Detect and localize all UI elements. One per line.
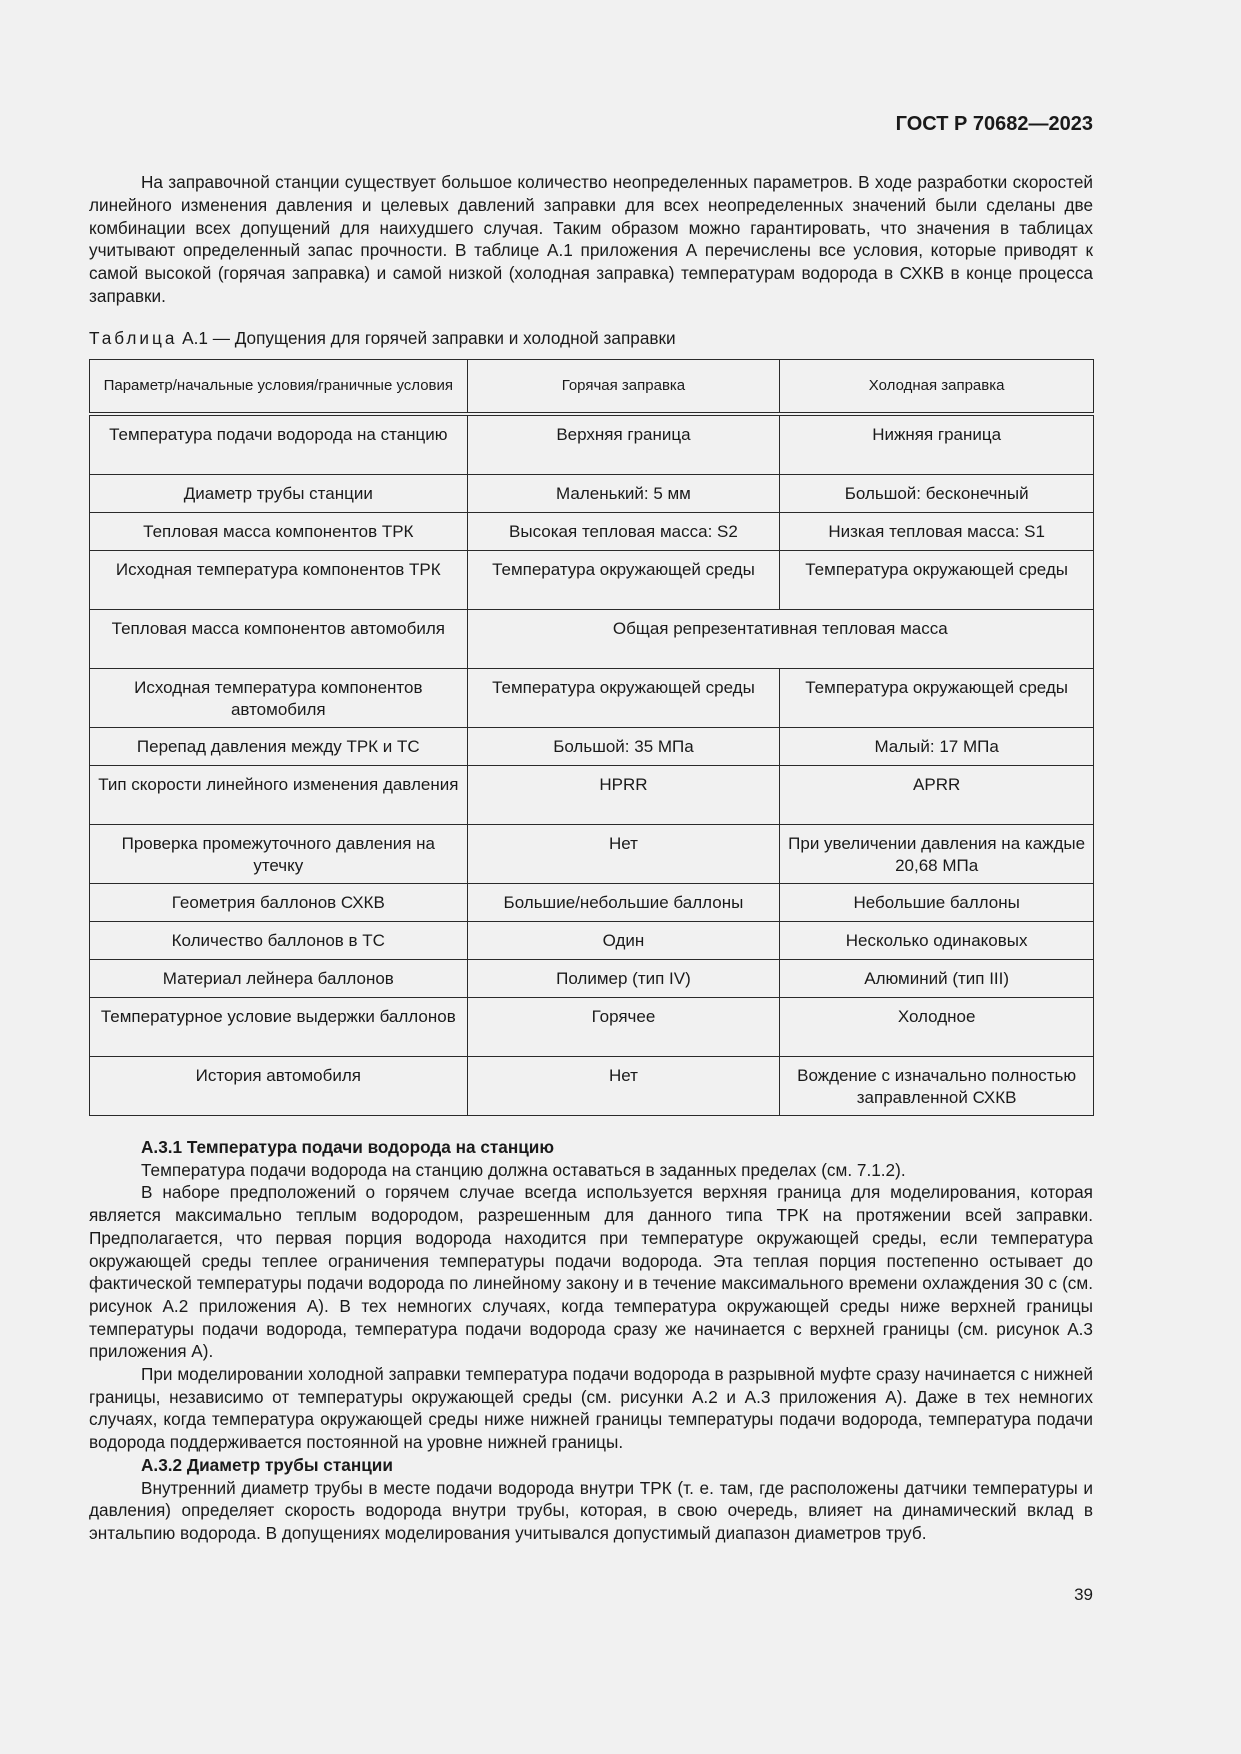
table-row [90,1057,1094,1116]
intro-section [89,171,1093,308]
table-cell: Нижняя граница [780,414,1094,475]
table-cell: Количество баллонов в ТС [90,922,468,960]
table-cell: Температура подачи водорода на станцию [90,414,468,475]
table-cell-merged: Общая репрезентативная тепловая масса [467,610,1093,669]
table-row [90,884,1094,922]
table-cell: Перепад давления между ТРК и ТС [90,728,468,766]
table-cell: Низкая тепловая масса: S1 [780,513,1094,551]
table-cell: Большой: бесконечный [780,475,1094,513]
section-heading-a31: А.3.1 Температура подачи водорода на станцию [141,1137,555,1157]
table-cell: Малый: 17 МПа [780,728,1094,766]
table-cell: Нет [467,1057,780,1116]
section-paragraph: Внутренний диаметр трубы в месте подачи водорода внутри ТРК (т. е. там, где расположены датчики температуры и давления) определяет скорость водорода внутри трубы, которая, в свою очередь, влияет на динамический вклад в энтальпию водорода. В допущениях моделирования учитывался допустимый диапазон диаметров труб. [89,1477,1093,1543]
table-cell: Алюминий (тип III) [780,960,1094,998]
section-heading-a32: А.3.2 Диаметр трубы станции [141,1454,393,1475]
table-row [90,766,1094,825]
table-caption [89,328,676,349]
table-row [90,475,1094,513]
table-row [90,414,1094,475]
table-cell: История автомобиля [90,1057,468,1116]
table-cell: Нет [467,825,780,884]
table-row [90,669,1094,728]
table-cell: APRR [780,766,1094,825]
table-header-row [90,360,1094,415]
table-cell: Температура окружающей среды [780,551,1094,610]
table-row [90,960,1094,998]
header-cell-hot: Горячая заправка [467,360,780,415]
table-cell: Исходная температура компонентов автомобиля [90,669,468,728]
table-cell: Полимер (тип IV) [467,960,780,998]
intro-paragraph: На заправочной станции существует большое количество неопределенных параметров. В ходе разработки скоростей линейного изменения давления и целевых давлений заправки для всех неопределенных значений были сделаны две комбинации всех допущений для наихудшего случая. Таким образом можно гарантировать, что значения в таблицах учитывают определенный запас прочности. В таблице А.1 приложения А перечислены все условия, которые приводят к самой высокой (горячая заправка) и самой низкой (холодная заправка) температурам водорода в СХКВ в конце процесса заправки. [89,172,1093,306]
table-row [90,728,1094,766]
section-paragraph: Температура подачи водорода на станцию должна оставаться в заданных пределах (см. 7.1.2). [141,1159,906,1180]
table-cell: Большой: 35 МПа [467,728,780,766]
table-row [90,610,1094,669]
document-header: ГОСТ Р 70682—2023 [895,113,1093,135]
table-cell: Материал лейнера баллонов [90,960,468,998]
table-cell: Температура окружающей среды [467,551,780,610]
table-cell: Маленький: 5 мм [467,475,780,513]
table-cell: Температура окружающей среды [467,669,780,728]
table-cell: Несколько одинаковых [780,922,1094,960]
page-number: 39 [1074,1585,1093,1604]
table-row [90,998,1094,1057]
assumptions-table [89,359,1094,1116]
header-cell-cold: Холодная заправка [780,360,1094,415]
body-sections [89,1136,1093,1545]
table-cell: Верхняя граница [467,414,780,475]
table-cell: Большие/небольшие баллоны [467,884,780,922]
table-cell: При увеличении давления на каждые 20,68 МПа [780,825,1094,884]
table-cell: Геометрия баллонов СХКВ [90,884,468,922]
table-cell: Один [467,922,780,960]
table-row [90,551,1094,610]
table-cell: Тип скорости линейного изменения давления [90,766,468,825]
table-cell: Холодное [780,998,1094,1057]
table-cell: Тепловая масса компонентов автомобиля [90,610,468,669]
table-cell: Температурное условие выдержки баллонов [90,998,468,1057]
section-paragraph: При моделировании холодной заправки температура подачи водорода в разрывной муфте сразу начинается с нижней границы, независимо от температуры окружающей среды (см. рисунки А.2 и А.3 приложения А). Даже в тех немногих случаях, когда температура окружающей среды ниже нижней границы температуры подачи водорода, температура подачи водорода поддерживается постоянной на уровне нижней границы. [89,1364,1093,1453]
table-cell: Вождение с изначально полностью заправленной СХКВ [780,1057,1094,1116]
table-row [90,922,1094,960]
table-cell: Небольшие баллоны [780,884,1094,922]
table-cell: Диаметр трубы станции [90,475,468,513]
table-cell: Горячее [467,998,780,1057]
section-paragraph: В наборе предположений о горячем случае всегда используется верхняя граница для моделирования, которая является максимально теплым водородом, разрешенным для данного типа ТРК на протяжении всей заправки. Предполагается, что первая порция водорода находится при температуре окружающей среды, если температура окружающей среды теплее ограничения температуры подачи водорода. Эта теплая порция постепенно остывает до фактической температуры подачи водорода по линейному закону и в течение максимального времени охлаждения 30 с (см. рисунок А.2 приложения А). В тех немногих случаях, когда температура окружающей среды ниже верхней границы температуры подачи водорода, температура подачи водорода сразу же начинается с верхней границы (см. рисунок А.3 приложения А). [89,1182,1093,1362]
table-row [90,825,1094,884]
table-caption-text: А.1 — Допущения для горячей заправки и холодной заправки [182,328,676,348]
table-cell: Температура окружающей среды [780,669,1094,728]
table-caption-prefix: Таблица [89,328,178,348]
table-cell: Высокая тепловая масса: S2 [467,513,780,551]
table-cell: Исходная температура компонентов ТРК [90,551,468,610]
header-cell-parameter: Параметр/начальные условия/граничные условия [90,360,468,415]
table-cell: Тепловая масса компонентов ТРК [90,513,468,551]
table-row [90,513,1094,551]
table-cell: Проверка промежуточного давления на утечку [90,825,468,884]
table-cell: HPRR [467,766,780,825]
